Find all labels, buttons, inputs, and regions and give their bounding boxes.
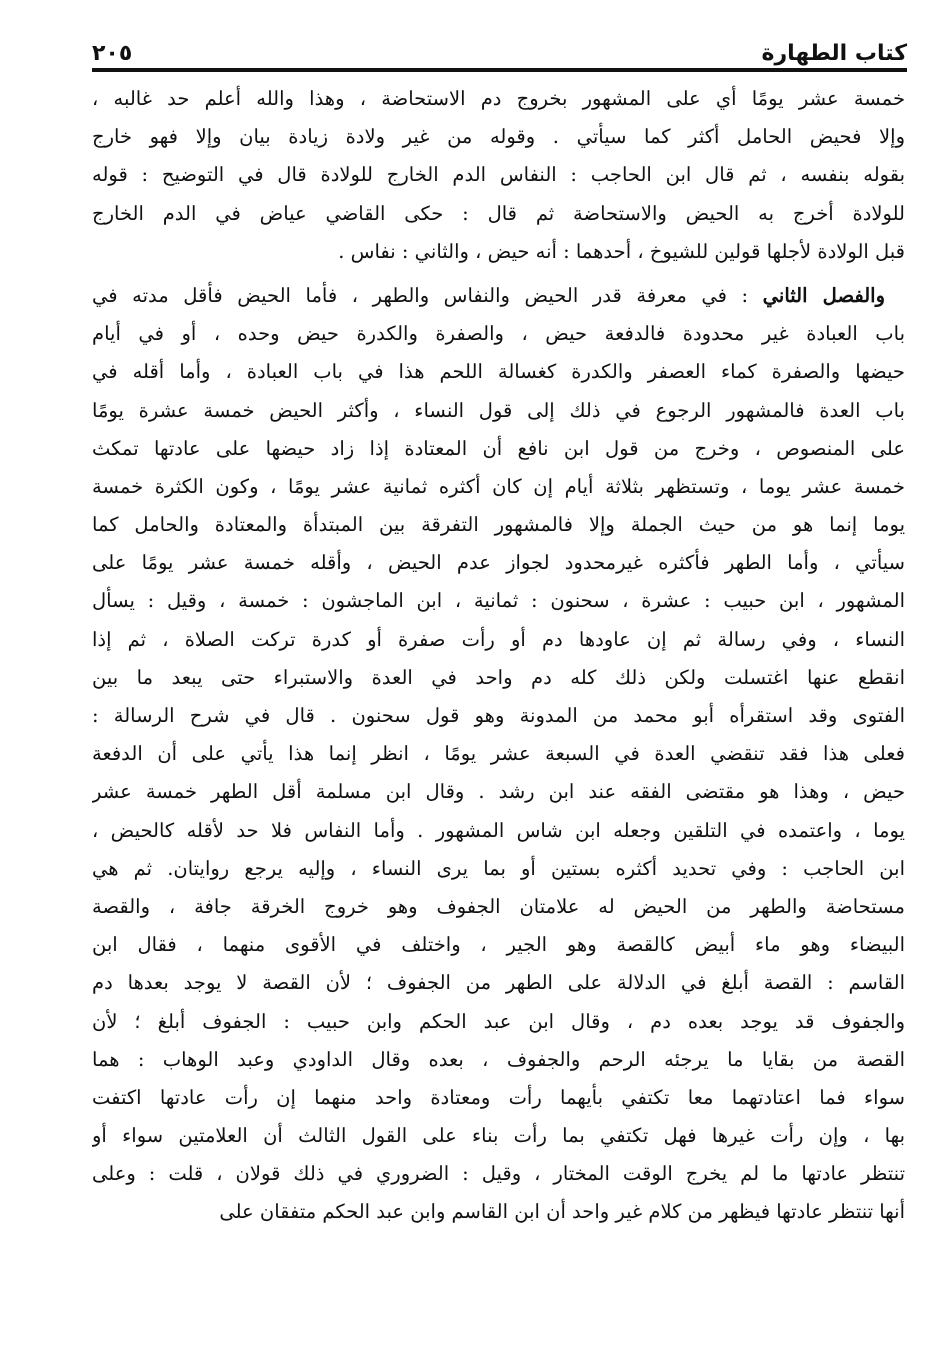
text-line xyxy=(92,582,905,620)
line-text: النساء ، وفي رسالة ثم إن عاودها دم أو رأت صفرة أو كدرة تركت الصلاة ، ثم إذا xyxy=(92,627,905,651)
text-line xyxy=(92,1003,905,1041)
text-line xyxy=(92,430,905,468)
line-text: المشهور ، ابن حبيب : عشرة ، سحنون : ثمانية ، ابن الماجشون : خمسة ، وقيل : يسأل xyxy=(92,589,905,613)
text-line xyxy=(92,964,905,1002)
line-text: سيأتي ، وأما الطهر فأكثره غيرمحدود لجواز عدم الحيض ، وأقله خمسة عشر يومًا على xyxy=(92,551,905,575)
text-line xyxy=(92,621,905,659)
page-number: ٢٠٥ xyxy=(92,41,133,66)
line-text: باب العبادة غير محدودة فالدفعة حيض ، والصفرة والكدرة حيض وحده ، أو في أيام xyxy=(92,322,905,346)
line-text: يوما إنما هو من حيث الجملة وإلا فالمشهور التفرقة بين المبتدأة والمعتادة والحامل كما xyxy=(92,513,905,537)
text-line xyxy=(92,195,905,233)
text-line xyxy=(92,277,905,315)
text-line xyxy=(92,80,905,118)
text-line xyxy=(92,156,905,194)
line-text: قبل الولادة لأجلها قولين للشيوخ ، أحدهما : أنه حيض ، والثاني : نفاس . xyxy=(338,239,905,263)
text-line xyxy=(92,1193,905,1231)
text-line xyxy=(92,1117,905,1155)
running-title: كتاب الطهارة xyxy=(761,41,907,66)
line-text: للولادة أخرج به الحيض والاستحاضة ثم قال : حكى القاضي عياض في الدم الخارج xyxy=(92,201,905,225)
text-line xyxy=(92,315,905,353)
paragraph-1 xyxy=(92,80,905,271)
text-line xyxy=(92,926,905,964)
text-line xyxy=(92,353,905,391)
line-text: ابن الحاجب : وفي تحديد أكثره بستين أو بما يرى النساء ، وإليه يرجع روايتان. ثم هي xyxy=(92,856,905,880)
text-line xyxy=(92,544,905,582)
line-text: الفتوى وقد استقرأه أبو محمد من المدونة وهو قول سحنون . قال في شرح الرسالة : xyxy=(92,704,905,727)
line-text: القاسم : القصة أبلغ في الدلالة على الطهر من الجفوف ؛ لأن القصة لا يوجد بعدها دم xyxy=(92,971,905,995)
line-text: بها ، وإن رأت غيرها فهل تكتفي بما رأت بناء على القول الثالث أن العلامتين سواء أو xyxy=(92,1124,905,1148)
text-line xyxy=(92,659,905,697)
page-body xyxy=(92,80,905,1232)
text-line xyxy=(92,1079,905,1117)
line-text: حيض ، وهذا هو مقتضى الفقه عند ابن رشد . وقال ابن مسلمة أقل الطهر خمسة عشر xyxy=(92,780,905,804)
line-text: فعلى هذا فقد تنقضي العدة في السبعة عشر يومًا ، انظر إنما هذا يأتي على أن الدفعة xyxy=(92,742,905,766)
line-text: تنتظر عادتها ما لم يخرج الوقت المختار ، وقيل : الضروري في ذلك قولان ، قلت : وعلى xyxy=(92,1162,905,1186)
text-line xyxy=(92,392,905,430)
page-header xyxy=(92,28,907,66)
header-rule xyxy=(92,68,907,72)
text-line xyxy=(92,1155,905,1193)
text-line xyxy=(92,812,905,850)
line-text: أنها تنتظر عادتها فيظهر من كلام غير واحد أن ابن القاسم وابن عبد الحكم متفقان على xyxy=(219,1200,905,1224)
line-text: سواء فما اعتادتهما معا تكتفي بأيهما رأت ومعتادة واحد منهما إن رأت عادتها اكتفت xyxy=(92,1085,905,1109)
line-text: وإلا فحيض الحامل أكثر كما سيأتي . وقوله من غير ولادة زيادة بيان وإلا فهو خارج xyxy=(92,125,905,149)
text-line xyxy=(92,506,905,544)
text-line xyxy=(92,118,905,156)
text-line xyxy=(92,773,905,811)
line-text: على المنصوص ، وخرج من قول ابن نافع أن المعتادة إذا زاد حيضها على عادتها تمكث xyxy=(92,436,905,460)
text-line xyxy=(92,233,905,271)
text-line xyxy=(92,697,905,735)
section-lead: والفصل الثاني xyxy=(762,283,885,307)
line-text: البيضاء وهو ماء أبيض كالقصة وهو الجير ، واختلف في الأقوى منهما ، فقال ابن xyxy=(92,933,905,957)
line-text: انقطع عنها اغتسلت ولكن ذلك كله دم واحد في العدة والاستبراء حتى يبعد ما بين xyxy=(92,665,905,689)
line-text: القصة من بقايا ما يرجئه الرحم والجفوف ، بعده وقال الداودي وعبد الوهاب : هما xyxy=(92,1047,905,1071)
text-line xyxy=(92,1041,905,1079)
line-text: يوما ، واعتمده في التلقين وجعله ابن شاس المشهور . وأما النفاس فلا حد لأقله كالحيض ، xyxy=(92,818,905,842)
line-text: بقوله بنفسه ، ثم قال ابن الحاجب : النفاس الدم الخارج للولادة قال في التوضيح : قوله xyxy=(92,163,905,187)
text-line xyxy=(92,850,905,888)
text-line xyxy=(92,888,905,926)
line-text: خمسة عشر يوما ، وتستظهر بثلاثة أيام إن كان أكثره ثمانية عشر يومًا ، وكون الكثرة خمسة xyxy=(92,474,905,498)
line-text: مستحاضة والطهر من الحيض له علامتان الجفوف وهو خروج الخرقة جافة ، والقصة xyxy=(92,894,905,918)
text-line xyxy=(92,735,905,773)
line-text: باب العدة فالمشهور الرجوع في ذلك إلى قول النساء ، وأكثر الحيض خمسة عشرة يومًا xyxy=(92,398,905,422)
line-text: خمسة عشر يومًا أي على المشهور بخروج دم الاستحاضة ، وهذا والله أعلم حد غالبه ، xyxy=(92,87,905,110)
line-text: والجفوف قد يوجد بعده دم ، وقال ابن عبد الحكم وابن حبيب : الجفوف أبلغ ؛ لأن xyxy=(92,1009,905,1033)
paragraph-2 xyxy=(92,277,905,1232)
line-text: حيضها والصفرة كماء العصفر والكدرة كغسالة اللحم هذا في باب العبادة ، وأما أقله في xyxy=(92,360,905,384)
text-line xyxy=(92,468,905,506)
line-text: : في معرفة قدر الحيض والنفاس والطهر ، فأما الحيض فأقل مدته في xyxy=(92,283,749,307)
